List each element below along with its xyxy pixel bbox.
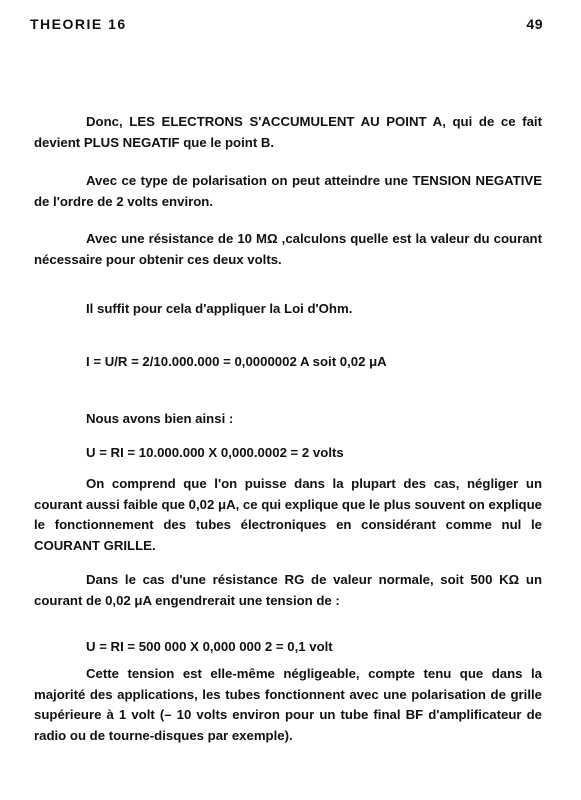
page-header — [30, 16, 543, 36]
paragraph-loi-ohm: Il suffit pour cela d'appliquer la Loi d'Ohm. — [86, 301, 353, 317]
paragraph-electrons: Donc, LES ELECTRONS S'ACCUMULENT AU POINT A, qui de ce fait devient PLUS NEGATIF que le point B. — [34, 114, 542, 150]
paragraph-resistance: Avec une résistance de 10 MΩ ,calculons quelle est la valeur du courant nécessaire pour obtenir ces deux volts. — [34, 231, 542, 267]
paragraph-tension-negative: Avec ce type de polarisation on peut atteindre une TENSION NEGATIVE de l'ordre de 2 volts environ. — [34, 173, 542, 209]
chapter-title: THEORIE 16 — [30, 16, 127, 32]
page-number: 49 — [526, 16, 543, 32]
paragraph-conclusion: Cette tension est elle-même négligeable, compte tenu que dans la majorité des applications, les tubes fonctionnent avec une polarisation de grille supérieure à 1 volt (– 10 volts environ pour un tube final BF d'amplificateur de radio ou de tourne-disques par exemple). — [34, 666, 542, 743]
equation-tension-rg: U = RI = 500 000 X 0,000 000 2 = 0,1 volt — [86, 639, 333, 655]
paragraph-resistance-rg: Dans le cas d'une résistance RG de valeur normale, soit 500 KΩ un courant de 0,02 μA engendrerait une tension de : — [34, 572, 542, 608]
equation-current: I = U/R = 2/10.000.000 = 0,0000002 A soit 0,02 μA — [86, 354, 387, 370]
paragraph-courant-grille: On comprend que l'on puisse dans la plupart des cas, négliger un courant aussi faible que 0,02 μA, ce qui explique que le plus souvent on explique le fonctionnement des tubes électroniques en considérant comme nul le COURANT GRILLE. — [34, 476, 542, 553]
paragraph-nous-avons: Nous avons bien ainsi : — [86, 411, 234, 427]
equation-voltage: U = RI = 10.000.000 X 0,000.0002 = 2 volts — [86, 445, 344, 461]
